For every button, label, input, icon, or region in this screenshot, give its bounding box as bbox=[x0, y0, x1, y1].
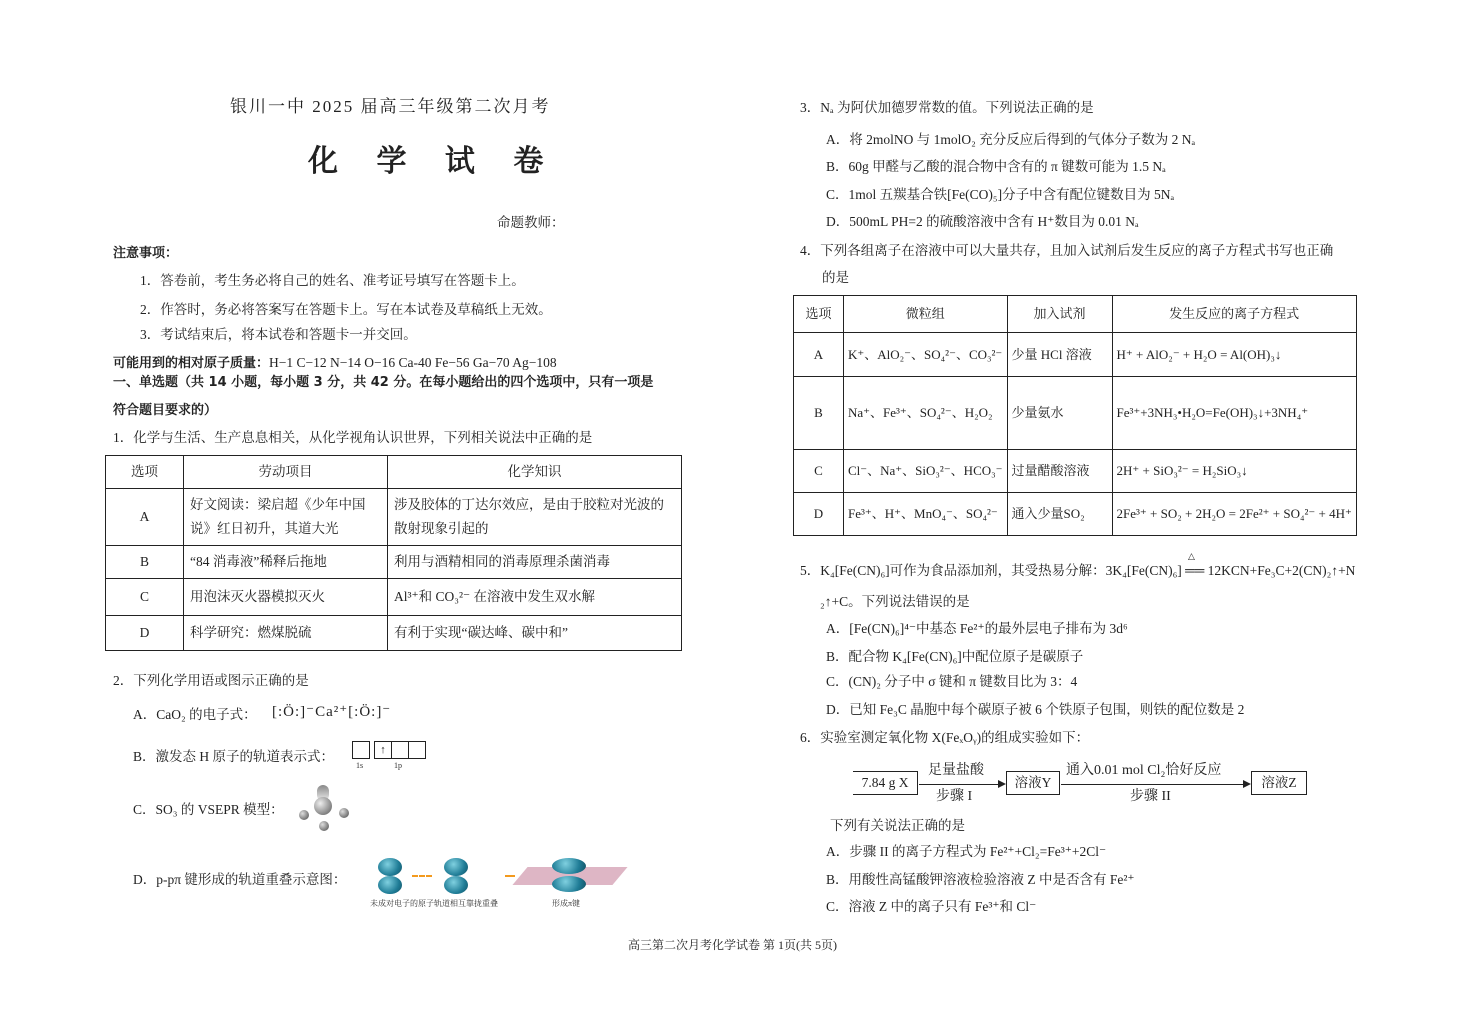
notice-item: 3．考试结束后，将本试卷和答题卡一并交回。 bbox=[140, 327, 417, 342]
table-row bbox=[106, 546, 682, 579]
flow-box-solution-y: 溶液Y bbox=[1006, 771, 1060, 795]
q5-option-a: A．[Fe(CN)₆]⁴⁻中基态 Fe²⁺的最外层电子排布为 3d⁶ bbox=[826, 621, 1128, 636]
orbital-box-1s bbox=[352, 741, 370, 759]
q2-option-b: B．激发态 H 原子的轨道表示式： bbox=[133, 749, 335, 764]
reagent-cell: 少量 HCl 溶液 bbox=[1007, 333, 1112, 377]
knowledge-cell: 有利于实现“碳达峰、碳中和” bbox=[388, 616, 682, 651]
q3-option-b: B．60g 甲醛与乙酸的混合物中含有的 π 键数可能为 1.5 Nₐ bbox=[826, 159, 1166, 174]
header-ions: 微粒组 bbox=[844, 296, 1008, 333]
flow-arrow-step1 bbox=[919, 784, 1004, 785]
header-knowledge: 化学知识 bbox=[388, 456, 682, 489]
notice-item: 2．作答时，务必将答案写在答题卡上。写在本试卷及草稿纸上无效。 bbox=[140, 302, 552, 317]
header-item: 劳动项目 bbox=[184, 456, 388, 489]
atomic-mass-values: H−1 C−12 N−14 O−16 Ca-40 Fe−56 Ga−70 Ag−108 bbox=[269, 355, 557, 370]
flow-box-start: 7.84 g X bbox=[853, 771, 918, 795]
option-cell: D bbox=[106, 616, 184, 651]
table-row bbox=[794, 377, 1357, 450]
q1-stem: 1．化学与生活、生产息息相关，从化学视角认识世界，下列相关说法中正确的是 bbox=[113, 430, 593, 445]
overlap-caption: 未成对电子的原子轨道相互靠拢重叠 bbox=[370, 899, 498, 908]
q4-table bbox=[793, 295, 1357, 536]
q2-stem: 2．下列化学用语或图示正确的是 bbox=[113, 673, 309, 688]
q5-stem-cont: ₂↑+C。下列说法错误的是 bbox=[820, 594, 970, 609]
option-cell: B bbox=[794, 377, 844, 450]
heat-symbol: △ bbox=[1188, 551, 1195, 561]
p-p-pi-orbital-overlap-illustration bbox=[370, 855, 620, 910]
equation-cell: 2Fe³⁺ + SO₂ + 2H₂O = 2Fe²⁺ + SO₄²⁻ + 4H⁺ bbox=[1112, 493, 1356, 536]
orbital-label-1p: 1p bbox=[394, 761, 402, 770]
q3-option-c: C．1mol 五羰基合铁[Fe(CO)₅]分子中含有配位键数目为 5Nₐ bbox=[826, 187, 1175, 202]
option-cell: A bbox=[794, 333, 844, 377]
item-cell: “84 消毒液”稀释后拖地 bbox=[184, 546, 388, 579]
section-heading: 一、单选题（共 14 小题，每小题 3 分，共 42 分。在每小题给出的四个选项中，只有一项是 bbox=[113, 375, 654, 390]
equation-cell: H⁺ + AlO₂⁻ + H₂O = Al(OH)₃↓ bbox=[1112, 333, 1356, 377]
table-header-row bbox=[106, 456, 682, 489]
q6-option-a: A．步骤 II 的离子方程式为 Fe²⁺+Cl₂=Fe³⁺+2Cl⁻ bbox=[826, 844, 1107, 859]
header-equation: 发生反应的离子方程式 bbox=[1112, 296, 1356, 333]
header-option: 选项 bbox=[794, 296, 844, 333]
school-title: 银川一中 2025 届高三年级第二次月考 bbox=[230, 97, 551, 116]
option-cell: C bbox=[106, 579, 184, 616]
q5-option-b: B．配合物 K₄[Fe(CN)₆]中配位原子是碳原子 bbox=[826, 649, 1084, 664]
subject-title: 化 学 试 卷 bbox=[308, 144, 558, 179]
q4-stem: 4．下列各组离子在溶液中可以大量共存，且加入试剂后发生反应的离子方程式书写也正确 bbox=[800, 243, 1334, 258]
q5-option-d: D．已知 Fe₃C 晶胞中每个碳原子被 6 个铁原子包围，则铁的配位数是 2 bbox=[826, 702, 1245, 717]
flow-step1-reagent: 足量盐酸 bbox=[928, 763, 984, 778]
q1-table bbox=[105, 455, 682, 651]
table-header-row bbox=[794, 296, 1357, 333]
table-row bbox=[106, 616, 682, 651]
header-option: 选项 bbox=[106, 456, 184, 489]
atomic-mass-line bbox=[113, 354, 557, 373]
q5-option-c: C．(CN)₂ 分子中 σ 键和 π 键数目比为 3：4 bbox=[826, 674, 1078, 689]
orbital-label-1s: 1s bbox=[356, 761, 364, 770]
option-cell: C bbox=[794, 450, 844, 493]
table-row bbox=[106, 489, 682, 546]
q6-option-c: C．溶液 Z 中的离子只有 Fe³⁺和 Cl⁻ bbox=[826, 899, 1037, 914]
reagent-cell: 通入少量SO₂ bbox=[1007, 493, 1112, 536]
table-row bbox=[794, 333, 1357, 377]
q5-stem-text: 5．K₄[Fe(CN)₆]可作为食品添加剂，其受热易分解：3K₄[Fe(CN)₆] ══ 12KCN+Fe₃C+2(CN)₂↑+N bbox=[800, 563, 1356, 578]
option-cell: B bbox=[106, 546, 184, 579]
reagent-cell: 过量醋酸溶液 bbox=[1007, 450, 1112, 493]
q3-option-a: A．将 2molNO 与 1molO₂ 充分反应后得到的气体分子数为 2 Nₐ bbox=[826, 132, 1196, 147]
q6-stem: 6．实验室测定氧化物 X(FeₓOᵧ)的组成实验如下： bbox=[800, 730, 1090, 745]
author-label: 命题教师： bbox=[497, 215, 565, 230]
notice-item: 1．答卷前，考生务必将自己的姓名、准考证号填写在答题卡上。 bbox=[140, 273, 525, 288]
page-footer: 高三第二次月考化学试卷 第 1页(共 5页) bbox=[628, 938, 837, 952]
knowledge-cell: Al³⁺和 CO₃²⁻ 在溶液中发生双水解 bbox=[388, 579, 682, 616]
option-cell: D bbox=[794, 493, 844, 536]
table-row bbox=[106, 579, 682, 616]
cao2-electron-formula: [:Ö:]⁻Ca²⁺[:Ö:]⁻ bbox=[272, 704, 392, 720]
flow-arrow-step2 bbox=[1061, 784, 1249, 785]
q4-stem-cont: 的是 bbox=[822, 270, 849, 285]
flow-step2-reagent: 通入0.01 mol Cl₂恰好反应 bbox=[1066, 763, 1222, 778]
ions-cell: Cl⁻、Na⁺、SiO₃²⁻、HCO₃⁻ bbox=[844, 450, 1008, 493]
q3-option-d: D．500mL PH=2 的硫酸溶液中含有 H⁺数目为 0.01 Nₐ bbox=[826, 214, 1139, 229]
flow-step1-label: 步骤 I bbox=[936, 789, 973, 804]
pi-bond-caption: 形成π键 bbox=[552, 899, 581, 908]
q2-option-d: D．p-pπ 键形成的轨道重叠示意图： bbox=[133, 872, 347, 887]
so3-vsepr-model-icon bbox=[296, 785, 354, 835]
table-row bbox=[794, 450, 1357, 493]
q2-option-a: A．CaO₂ 的电子式： bbox=[133, 707, 257, 722]
header-reagent: 加入试剂 bbox=[1007, 296, 1112, 333]
reagent-cell: 少量氨水 bbox=[1007, 377, 1112, 450]
knowledge-cell: 利用与酒精相同的消毒原理杀菌消毒 bbox=[388, 546, 682, 579]
ions-cell: K⁺、AlO₂⁻、SO₄²⁻、CO₃²⁻ bbox=[844, 333, 1008, 377]
table-row bbox=[794, 493, 1357, 536]
q5-stem bbox=[800, 551, 1356, 580]
atomic-mass-label: 可能用到的相对原子质量： bbox=[113, 356, 270, 371]
spin-up-arrow: ↑ bbox=[375, 742, 392, 758]
q6-option-b: B．用酸性高锰酸钾溶液检验溶液 Z 中是否含有 Fe²⁺ bbox=[826, 872, 1135, 887]
item-cell: 科学研究：燃煤脱硫 bbox=[184, 616, 388, 651]
option-cell: A bbox=[106, 489, 184, 546]
q3-stem: 3．Nₐ 为阿伏加德罗常数的值。下列说法正确的是 bbox=[800, 100, 1094, 115]
section-heading-cont: 符合题目要求的） bbox=[113, 403, 218, 418]
item-cell: 好文阅读：梁启超《少年中国说》红日初升，其道大光 bbox=[184, 489, 388, 546]
q2-option-c: C．SO₃ 的 VSEPR 模型： bbox=[133, 802, 284, 817]
equation-cell: Fe³⁺+3NH₃•H₂O=Fe(OH)₃↓+3NH₄⁺ bbox=[1112, 377, 1356, 450]
notice-heading: 注意事项： bbox=[113, 246, 179, 261]
flow-step2-label: 步骤 II bbox=[1130, 789, 1171, 804]
knowledge-cell: 涉及胶体的丁达尔效应，是由于胶粒对光波的散射现象引起的 bbox=[388, 489, 682, 546]
equation-cell: 2H⁺ + SiO₃²⁻ = H₂SiO₃↓ bbox=[1112, 450, 1356, 493]
orbital-boxes-1p bbox=[374, 741, 426, 759]
flow-box-solution-z: 溶液Z bbox=[1251, 771, 1307, 795]
ions-cell: Na⁺、Fe³⁺、SO₄²⁻、H₂O₂ bbox=[844, 377, 1008, 450]
q6-sub-stem: 下列有关说法正确的是 bbox=[830, 818, 965, 833]
item-cell: 用泡沫灭火器模拟灭火 bbox=[184, 579, 388, 616]
ions-cell: Fe³⁺、H⁺、MnO₄⁻、SO₄²⁻ bbox=[844, 493, 1008, 536]
